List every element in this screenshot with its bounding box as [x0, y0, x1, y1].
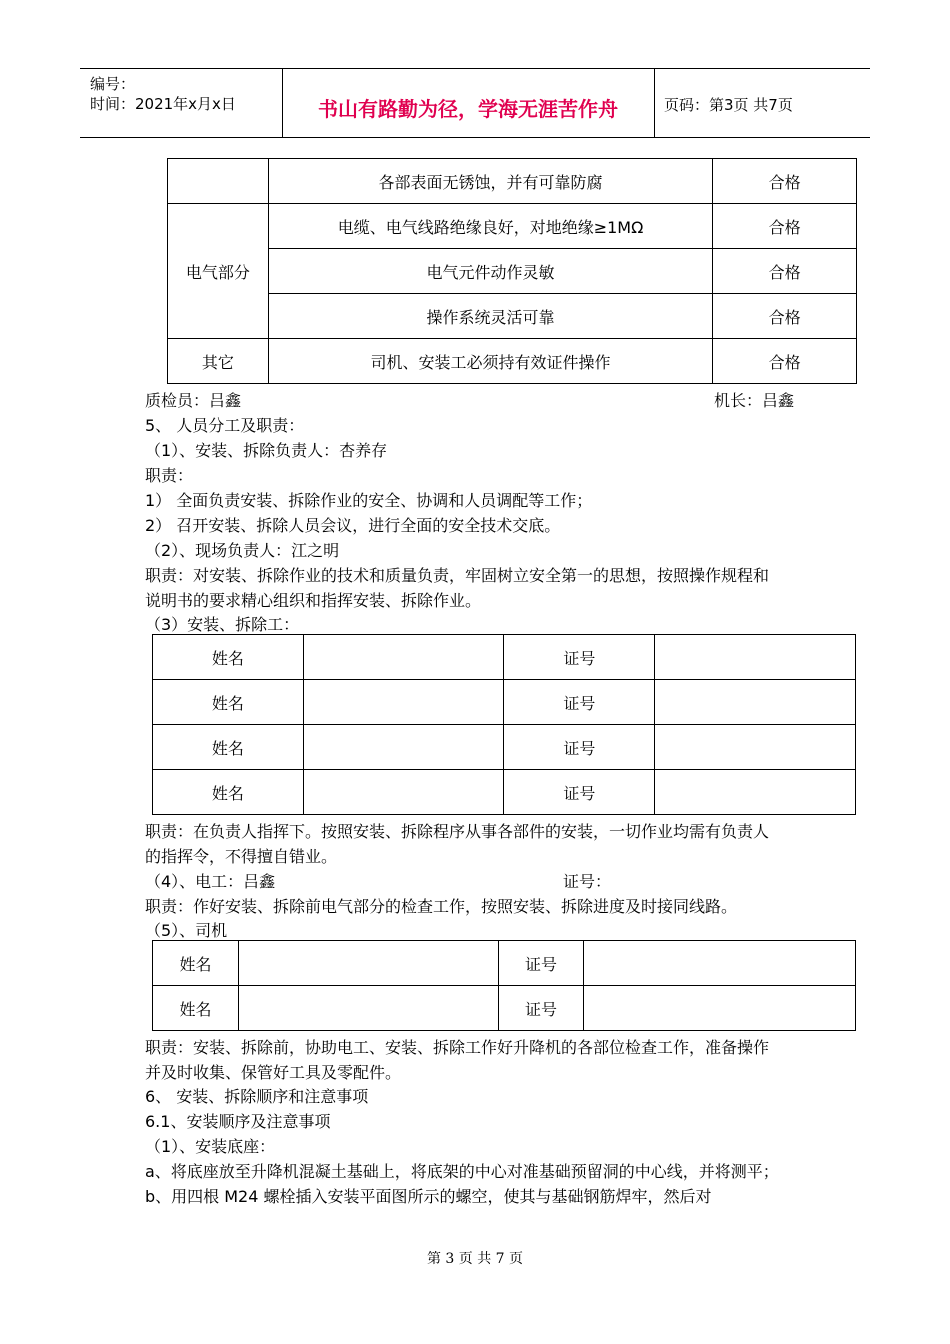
- motto: 书山有路勤为径，学海无涯苦作舟: [318, 97, 618, 121]
- section-6-heading: 6、 安装、拆除顺序和注意事项: [145, 1087, 369, 1106]
- text-line: 2） 召开安装、拆除人员会议，进行全面的安全技术交底。: [145, 516, 561, 535]
- inspection-item: 操作系统灵活可靠: [268, 294, 712, 339]
- name-label: 姓名: [153, 725, 304, 770]
- electrician-cert: 证号：: [563, 872, 612, 891]
- cert-label: 证号: [504, 680, 655, 725]
- name-label: 姓名: [153, 770, 304, 815]
- name-label: 姓名: [153, 635, 304, 680]
- cert-label: 证号: [504, 770, 655, 815]
- group-electric: 电气部分: [168, 204, 269, 339]
- table-row: [168, 339, 857, 384]
- inspection-result: 合格: [713, 294, 857, 339]
- text-line: 职责：: [145, 466, 194, 485]
- inspection-item: 电缆、电气线路绝缘良好，对地绝缘≥1MΩ: [268, 204, 712, 249]
- name-label: 姓名: [153, 986, 239, 1031]
- electrician-line: （4）、电工：吕鑫: [145, 872, 276, 891]
- cert-value: [655, 770, 856, 815]
- header-meta-cell: [80, 69, 283, 137]
- table-row: [153, 941, 856, 986]
- name-value: [238, 941, 498, 986]
- inspector-signature: 质检员：吕鑫: [145, 391, 242, 410]
- cert-label: 证号: [504, 725, 655, 770]
- text-line: 职责：对安装、拆除作业的技术和质量负责，牢固树立安全第一的思想，按照操作规程和: [145, 566, 770, 585]
- name-label: 姓名: [153, 941, 239, 986]
- cert-value: [584, 986, 856, 1031]
- text-line: （2）、现场负责人：江之明: [145, 541, 340, 560]
- table-row: [168, 249, 857, 294]
- driver-table: [152, 940, 856, 1031]
- text-line: 职责：在负责人指挥下。按照安装、拆除程序从事各部件的安装，一切作业均需有负责人: [145, 822, 770, 841]
- captain-signature: 机长：吕鑫: [714, 391, 795, 410]
- page-indicator: 页码：第3页 共7页: [664, 96, 793, 114]
- text-line: 职责：作好安装、拆除前电气部分的检查工作，按照安装、拆除进度及时接同线路。: [145, 897, 738, 916]
- inspection-result: 合格: [713, 249, 857, 294]
- cert-value: [655, 725, 856, 770]
- cert-label: 证号: [504, 635, 655, 680]
- inspection-item: 各部表面无锈蚀，并有可靠防腐: [268, 159, 712, 204]
- table-row: [153, 680, 856, 725]
- name-value: [303, 725, 504, 770]
- table-row: [153, 770, 856, 815]
- text-line: b、用四根 M24 螺栓插入安装平面图所示的螺空，使其与基础钢筋焊牢，然后对: [145, 1187, 712, 1206]
- cert-value: [584, 941, 856, 986]
- table-row: [153, 635, 856, 680]
- document-number: 编号：: [90, 75, 136, 93]
- group-cell-empty: [168, 159, 269, 204]
- inspection-item: 司机、安装工必须持有效证件操作: [268, 339, 712, 384]
- text-line: （1）、安装底座：: [145, 1137, 276, 1156]
- name-value: [303, 635, 504, 680]
- inspection-result: 合格: [713, 339, 857, 384]
- text-line: 职责：安装、拆除前，协助电工、安装、拆除工作好升降机的各部位检查工作，准备操作: [145, 1038, 770, 1057]
- text-line: 1） 全面负责安装、拆除作业的安全、协调和人员调配等工作；: [145, 491, 593, 510]
- page-header: [80, 68, 870, 138]
- cert-value: [655, 680, 856, 725]
- name-value: [303, 770, 504, 815]
- cert-label: 证号: [498, 941, 584, 986]
- text-line: a、将底座放至升降机混凝土基础上，将底架的中心对准基础预留洞的中心线，并将测平；: [145, 1162, 779, 1181]
- document-date: 时间：2021年x月x日: [90, 95, 236, 113]
- group-other: 其它: [168, 339, 269, 384]
- table-row: [168, 159, 857, 204]
- inspection-result: 合格: [713, 159, 857, 204]
- workers-table: [152, 634, 856, 815]
- text-line: 的指挥令，不得擅自错业。: [145, 847, 338, 866]
- section-6-1-heading: 6.1、安装顺序及注意事项: [145, 1112, 331, 1131]
- name-label: 姓名: [153, 680, 304, 725]
- text-line: 并及时收集、保管好工具及零配件。: [145, 1063, 402, 1082]
- inspection-result: 合格: [713, 204, 857, 249]
- text-line: （1）、安装、拆除负责人：杏养存: [145, 441, 388, 460]
- inspection-table: [167, 158, 857, 384]
- table-row: [153, 986, 856, 1031]
- table-row: [168, 294, 857, 339]
- table-row: [168, 204, 857, 249]
- section-5-heading: 5、 人员分工及职责：: [145, 416, 305, 435]
- table-row: [153, 725, 856, 770]
- header-motto-cell: [282, 69, 655, 137]
- cert-value: [655, 635, 856, 680]
- inspection-item: 电气元件动作灵敏: [268, 249, 712, 294]
- text-line: （5）、司机: [145, 921, 228, 940]
- text-line: 说明书的要求精心组织和指挥安装、拆除作业。: [145, 591, 482, 610]
- cert-label: 证号: [498, 986, 584, 1031]
- text-line: （3）安装、拆除工：: [145, 615, 300, 634]
- name-value: [303, 680, 504, 725]
- name-value: [238, 986, 498, 1031]
- header-page-cell: [654, 69, 870, 137]
- page-footer: 第 3 页 共 7 页: [426, 1251, 524, 1267]
